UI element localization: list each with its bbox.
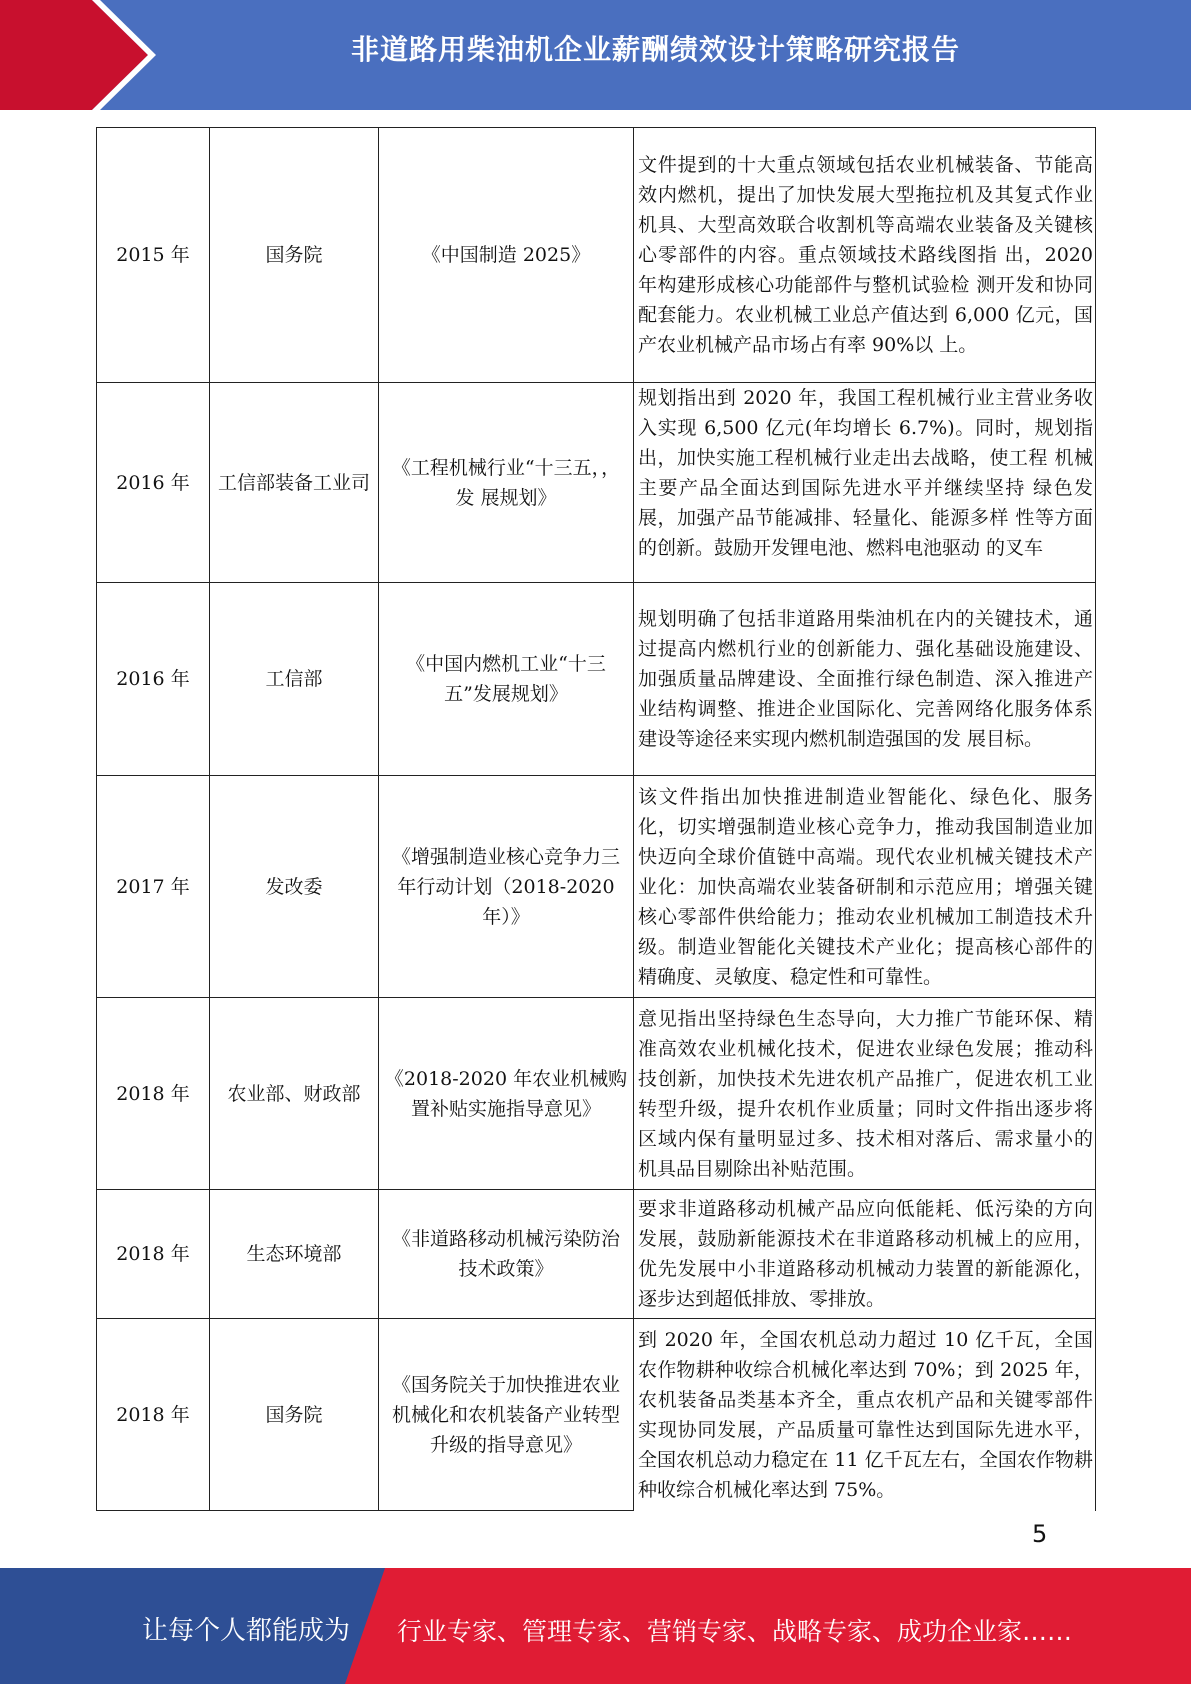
document-title-cell: 《中国制造 2025》 <box>379 128 634 383</box>
department-cell: 农业部、财政部 <box>210 998 379 1190</box>
department-cell: 工信部装备工业司 <box>210 383 379 583</box>
footer-slogan-right: 行业专家、管理专家、营销专家、战略专家、成功企业家…… <box>397 1617 1073 1646</box>
table-row <box>97 1319 1096 1511</box>
document-title-cell: 《中国内燃机工业“十三五”发展规划》 <box>379 583 634 776</box>
footer-slogan-left: 让每个人都能成为 <box>142 1616 351 1646</box>
report-title: 非道路用柴油机企业薪酬绩效设计策略研究报告 <box>350 33 960 66</box>
header-banner <box>0 0 1191 110</box>
table-row <box>97 128 1096 383</box>
description-cell <box>634 383 1096 583</box>
year-cell: 2016 年 <box>97 583 210 776</box>
page-number: 5 <box>1032 1520 1048 1548</box>
description-cell <box>634 776 1096 998</box>
document-title-cell: 《工程机械行业“十三五，， 发 展规划》 <box>379 383 634 583</box>
description-text: 规划指出到 2020 年，我国工程机械行业主营业务收入实现 6,500 亿元(年均增长 6.7%)。同时，规划指出，加快实施工程机械行业走出去战略，使工程 机械主要产品全面达到国际先进水平并继续坚持 绿色发展，加强产品节能减排、轻量化、能源多样 性等方面的创新。鼓励开发锂电池、燃料电池驱动 的叉车 <box>638 387 1093 559</box>
document-title-cell: 《增强制造业核心竞争力三年行动计划（2018-2020年）》 <box>379 776 634 998</box>
description-text: 该文件指出加快推进制造业智能化、绿色化、服务化，切实增强制造业核心竞争力，推动我国制造业加快迈向全球价值链中高端。现代农业机械关键技术产业化：加快高端农业装备研制和示范应用；增强关键核心零部件供给能力；推动农业机械加工制造技术升级。制造业智能化关键技术产业化；提高核心部件的精确度、灵敏度、稳定性和可靠性。 <box>638 785 1093 988</box>
department-cell: 国务院 <box>210 128 379 383</box>
document-title-cell: 《2018-2020 年农业机械购置补贴实施指导意见》 <box>379 998 634 1190</box>
table-row <box>97 583 1096 776</box>
description-cell <box>634 1319 1096 1511</box>
department-cell: 国务院 <box>210 1319 379 1511</box>
description-text: 意见指出坚持绿色生态导向，大力推广节能环保、精准高效农业机械化技术，促进农业绿色发展；推动科技创新，加快技术先进农机产品推广，促进农机工业转型升级，提升农机作业质量；同时文件指出逐步将区域内保有量明显过多、技术相对落后、需求量小的机具品目剔除出补贴范围。 <box>638 1007 1093 1180</box>
table-row <box>97 776 1096 998</box>
description-cell <box>634 583 1096 776</box>
year-cell: 2017 年 <box>97 776 210 998</box>
document-title-cell: 《非道路移动机械污染防治技术政策》 <box>379 1190 634 1319</box>
description-text: 规划明确了包括非道路用柴油机在内的关键技术，通过提高内燃机行业的创新能力、强化基础设施建设、加强质量品牌建设、全面推行绿色制造、深入推进产业结构调整、推进企业国际化、完善网络化服务体系建设等途径来实现内燃机制造强国的发 展目标。 <box>638 608 1093 750</box>
footer-banner <box>0 1568 1191 1684</box>
year-cell: 2016 年 <box>97 383 210 583</box>
description-cell <box>634 1190 1096 1319</box>
description-cell <box>634 998 1096 1190</box>
department-cell: 工信部 <box>210 583 379 776</box>
department-cell: 生态环境部 <box>210 1190 379 1319</box>
description-cell <box>634 128 1096 383</box>
document-title-cell: 《国务院关于加快推进农业机械化和农机装备产业转型升级的指导意见》 <box>379 1319 634 1511</box>
table-row <box>97 998 1096 1190</box>
year-cell: 2018 年 <box>97 1319 210 1511</box>
department-cell: 发改委 <box>210 776 379 998</box>
year-cell: 2015 年 <box>97 128 210 383</box>
table-row <box>97 383 1096 583</box>
header-red-arrow <box>0 0 160 110</box>
table-row <box>97 1190 1096 1319</box>
year-cell: 2018 年 <box>97 1190 210 1319</box>
year-cell: 2018 年 <box>97 998 210 1190</box>
policy-table <box>96 127 1096 1511</box>
description-text: 文件提到的十大重点领域包括农业机械装备、节能高效内燃机，提出了加快发展大型拖拉机及其复式作业机具、大型高效联合收割机等高端农业装备及关键核心零部件的内容。重点领域技术路线图指 出，2020 年构建形成核心功能部件与整机试验检 测开发和协同配套能力。农业机械工业总产值达到 6,000 亿元，国产农业机械产品市场占有率 90%以 上。 <box>638 154 1093 356</box>
description-text: 要求非道路移动机械产品应向低能耗、低污染的方向发展，鼓励新能源技术在非道路移动机械上的应用，优先发展中小非道路移动机械动力装置的新能源化，逐步达到超低排放、零排放。 <box>638 1198 1093 1310</box>
description-text: 到 2020 年，全国农机总动力超过 10 亿千瓦，全国农作物耕种收综合机械化率达到 70%；到 2025 年，农机装备品类基本齐全，重点农机产品和关键零部件实现协同发展，产品质量可靠性达到国际先进水平，全国农机总动力稳定在 11 亿千瓦左右，全国农作物耕种收综合机械化率达到 75%。 <box>638 1328 1093 1501</box>
